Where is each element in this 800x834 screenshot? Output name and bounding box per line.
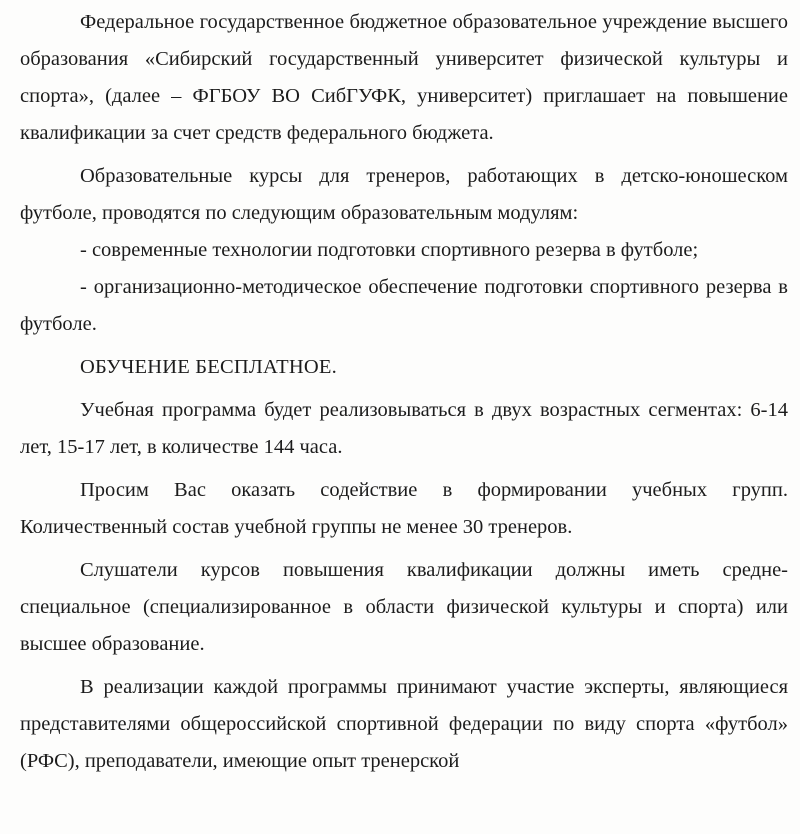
free-training-notice: ОБУЧЕНИЕ БЕСПЛАТНОЕ. [80,356,337,378]
module-item: - организационно-методическое обеспечение подготовки спортивного резерва в футболе. [20,276,788,335]
module-item: - современные технологии подготовки спортивного резерва в футболе; [80,239,699,261]
request-paragraph: Просим Вас оказать содействие в формировании учебных групп. Количественный состав учебной группы не менее 30 тренеров. [20,479,788,538]
program-paragraph: Учебная программа будет реализовываться в двух возрастных сегментах: 6-14 лет, 15-17 лет, в количестве 144 часа. [20,399,788,458]
intro-paragraph: Федеральное государственное бюджетное образовательное учреждение высшего образования «Сибирский государственный университет физической культуры и спорта», (далее – ФГБОУ ВО СибГУФК, университет) приглашает на повышение квалификации за счет средств федерального бюджета. [20,11,788,144]
letter-body [20,4,788,786]
requirements-paragraph: Слушатели курсов повышения квалификации должны иметь средне-специальное (специализированное в области физической культуры и спорта) или высшее образование. [20,559,788,655]
experts-paragraph: В реализации каждой программы принимают участие эксперты, являющиеся представителями общероссийской спортивной федерации по виду спорта «футбол» (РФС), преподаватели, имеющие опыт тренерской [20,676,788,772]
courses-paragraph: Образовательные курсы для тренеров, работающих в детско-юношеском футболе, проводятся по следующим образовательным модулям: [20,165,788,224]
